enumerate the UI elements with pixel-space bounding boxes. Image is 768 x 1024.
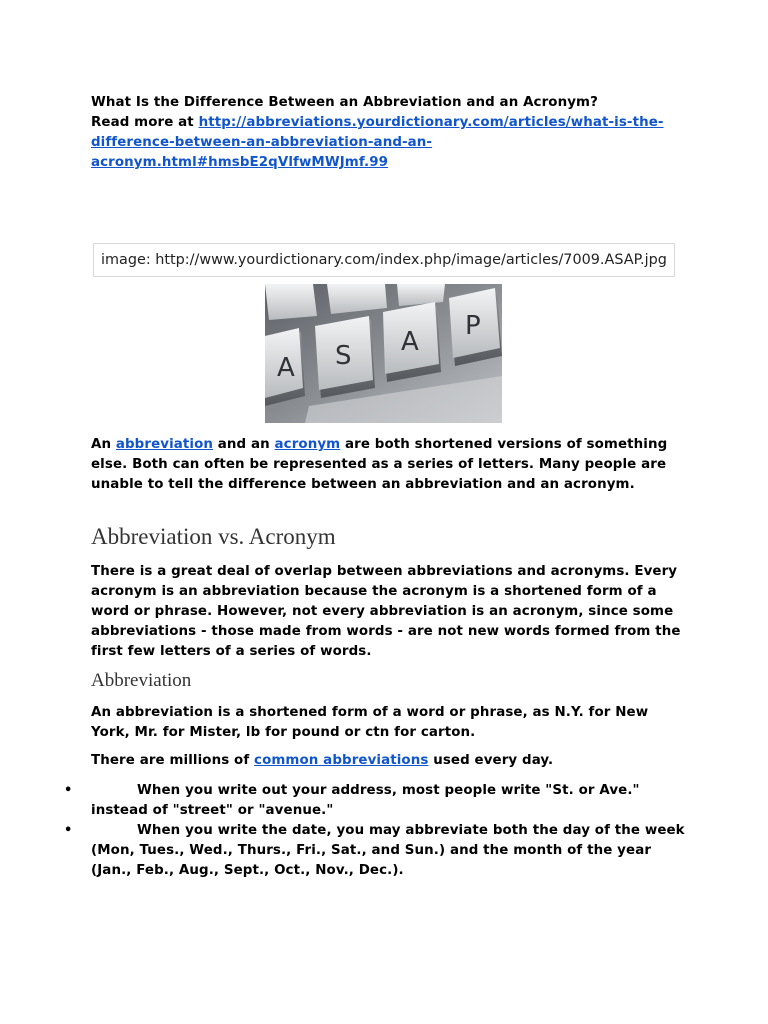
paragraph-definition: An abbreviation is a shortened form of a word or phrase, as N.Y. for New York, Mr. for Mister, lb for pound or ctn for carton. bbox=[91, 705, 649, 740]
p1-text-3: are both shortened versions of something else. Both can often be represented as a series of letters. Many people are unable to tell the difference between an abbreviation and an acronym. bbox=[91, 437, 668, 492]
heading-abbreviation: Abbreviation bbox=[91, 670, 192, 691]
key-a-1-label: A bbox=[277, 353, 295, 383]
source-link-part-2[interactable]: difference-between-an-abbreviation-and-an- bbox=[91, 135, 433, 150]
p1-text-2: and an bbox=[213, 437, 275, 452]
paragraph-common bbox=[91, 751, 691, 771]
image-caption: image: http://www.yourdictionary.com/index.php/image/articles/7009.ASAP.jpg bbox=[93, 243, 675, 277]
source-link-part-3[interactable]: acronym.html#hmsbE2qVlfwMWJmf.99 bbox=[91, 155, 389, 170]
p4-text-2: used every day. bbox=[428, 753, 554, 768]
bullet-icon: • bbox=[64, 783, 73, 798]
common-abbreviations-link[interactable]: common abbreviations bbox=[254, 753, 429, 768]
paragraph-overlap: There is a great deal of overlap between abbreviations and acronyms. Every acronym is an abbreviation because the acronym is a shortened form of a word or phrase. However, not every abbreviation is an acronym, since some abbreviations - those made from words - are not new words formed from the first few letters of a series of words. bbox=[91, 564, 681, 659]
paragraph-intro bbox=[91, 435, 691, 495]
acronym-link[interactable]: acronym bbox=[274, 437, 341, 452]
intro-block bbox=[91, 93, 691, 173]
key-s-label: S bbox=[335, 341, 352, 371]
heading-abbreviation-vs-acronym: Abbreviation vs. Acronym bbox=[91, 524, 336, 549]
source-link-part-1[interactable]: http://abbreviations.yourdictionary.com/articles/what-is-the- bbox=[198, 115, 664, 130]
abbreviation-link[interactable]: abbreviation bbox=[115, 437, 214, 452]
key-s bbox=[315, 316, 375, 398]
bullet-icon: • bbox=[64, 823, 73, 838]
list-item-text: When you write out your address, most people write "St. or Ave." instead of "street" or "avenue." bbox=[91, 783, 640, 818]
key-a-2 bbox=[383, 302, 441, 382]
intro-title: What Is the Difference Between an Abbreviation and an Acronym? bbox=[91, 95, 598, 110]
list-item-text: When you write the date, you may abbreviate both the day of the week (Mon, Tues., Wed., Thurs., Fri., Sat., and Sun.) and the month of the year (Jan., Feb., Aug., Sept., Oct., Nov., Dec.). bbox=[91, 823, 685, 878]
key-p bbox=[449, 288, 502, 366]
read-more-line bbox=[91, 113, 691, 133]
p1-text-1: An bbox=[91, 437, 116, 452]
p4-text-1: There are millions of bbox=[91, 753, 255, 768]
key-a-1 bbox=[265, 328, 305, 406]
key-p-label: P bbox=[465, 311, 481, 341]
read-more-label: Read more at bbox=[91, 115, 199, 130]
key-a-2-label: A bbox=[401, 327, 419, 357]
asap-keyboard-image bbox=[265, 284, 502, 423]
